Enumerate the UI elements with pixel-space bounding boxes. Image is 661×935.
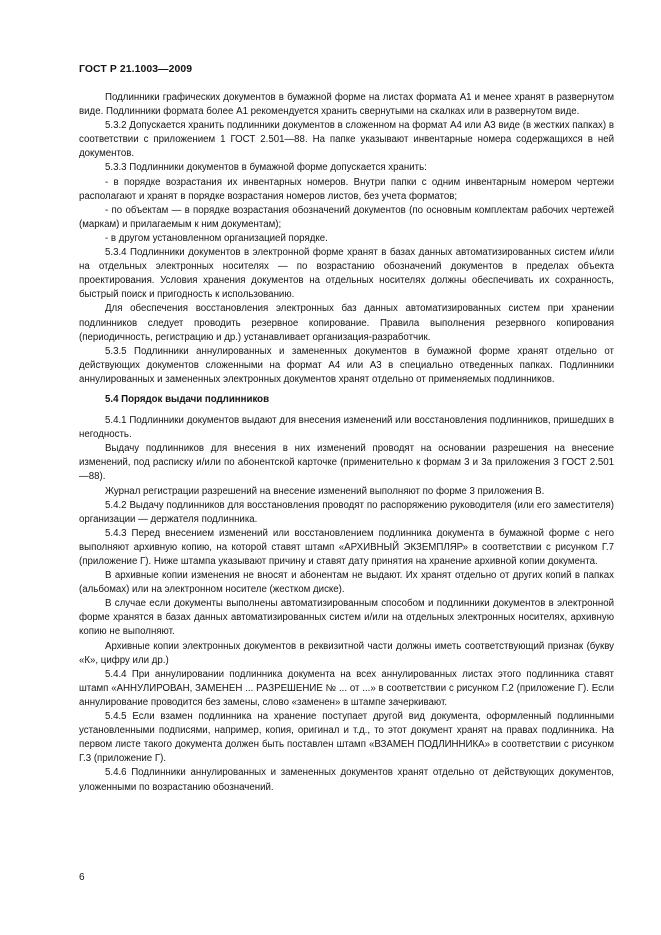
paragraph: Подлинники графических документов в бумажной форме на листах формата А1 и менее хранят в развернутом виде. Подлинники формата более А1 рекомендуется хранить свернутыми на скалках или в развернутом виде. [79,92,614,118]
paragraph: Архивные копии электронных документов в реквизитной части должны иметь соответствующий признак (букву «К», цифру или др.) [79,640,614,666]
paragraph: Для обеспечения восстановления электронных баз данных автоматизированных систем при хранении подлинников следует проводить резервное копирование. Правила выполнения резервного копирования (периодичность, регистрацию и др.) устанавливает организация-разработчик. [79,303,614,343]
paragraph: В случае если документы выполнены автоматизированным способом и подлинники документов в электронной форме хранятся в базах данных автоматизированных систем и/или на отдельных электронных носителях, архивную копию не выполняют. [79,598,614,638]
paragraph: 5.4.4 При аннулировании подлинника документа на всех аннулированных листах этого подлинника ставят штамп «АННУЛИРОВАН, ЗАМЕНЕН ... РАЗРЕШЕНИЕ № ... от ...» в соответствии с рисунком Г.2 (приложение Г). Если аннулирование проводится без замены, слово «заменен» в штампе зачеркивают. [79,668,614,708]
paragraph: Выдачу подлинников для внесения в них изменений проводят на основании разрешения на внесение изменений, под расписку и/или по абонентской карточке (применительно к формам 3 и 3а приложения 3 ГОСТ 2.501—88). [79,443,614,483]
paragraph: 5.4.6 Подлинники аннулированных и замененных документов хранят отдельно от действующих документов, уложенными по возрастанию обозначений. [79,767,614,793]
list-item: - в порядке возрастания их инвентарных номеров. Внутри папки с одним инвентарным номером чертежи располагают и хранят в порядке возрастания номеров листов, без учета форматов; [79,176,614,202]
paragraph: 5.4.3 Перед внесением изменений или восстановлением подлинника документа в бумажной форме с него выполняют архивную копию, на которой ставят штамп «АРХИВНЫЙ ЭКЗЕМПЛЯР» в соответствии с рисунком Г.7 (приложение Г). Ниже штампа указывают причину и ставят дату принятия на хранение архивной копии документа. [79,527,614,567]
paragraph: 5.3.3 Подлинники документов в бумажной форме допускается хранить: [105,162,427,174]
paragraph: 5.4.1 Подлинники документов выдают для внесения изменений или восстановления подлинников, пришедших в негодность. [79,415,614,441]
paragraph: 5.3.4 Подлинники документов в электронной форме хранят в базах данных автоматизированных систем и/или на отдельных электронных носителях — по возрастанию обозначений документов в пределах объекта проектирования. Условия хранения документов на отдельных носителях должны обеспечивать их сохранность, быстрый поиск и пригодность к использованию. [79,247,614,301]
paragraph: В архивные копии изменения не вносят и абонентам не выдают. Их хранят отдельно от других копий в папках (альбомах) или на электронном носителе (жестком диске). [79,570,614,596]
paragraph: 5.3.2 Допускается хранить подлинники документов в сложенном на формат А4 или А3 виде (в жестких папках) в соответствии с приложением 1 ГОСТ 2.501—88. На папке указывают инвентарные номера содержащихся в ней документов. [79,120,614,160]
document-body [79,91,614,795]
paragraph: Журнал регистрации разрешений на внесение изменений выполняют по форме 3 приложения В. [105,485,545,497]
page-number: 6 [79,872,85,883]
paragraph: 5.3.5 Подлинники аннулированных и замененных документов в бумажной форме хранят отдельно от действующих документов сложенными на формат А4 или А3 в специально отведенных папках. Подлинники аннулированных и замененных электронных документов хранят отдельно от применяемых подлинников. [79,345,614,385]
list-item: - по объектам — в порядке возрастания обозначений документов (по основным комплектам рабочих чертежей (маркам) и прилагаемым к ним документам); [79,204,614,230]
paragraph: 5.4.2 Выдачу подлинников для восстановления проводят по распоряжению руководителя (или его заместителя) организации — держателя подлинника. [79,499,614,525]
list-item: - в другом установленном организацией порядке. [105,232,328,244]
section-heading: 5.4 Порядок выдачи подлинников [105,393,270,405]
paragraph: 5.4.5 Если взамен подлинника на хранение поступает другой вид документа, оформленный подлинными установленными подписями, например, копия, оригинал и т.д., то этот документ хранят на правах подлинника. На первом листе такого документа должен быть поставлен штамп «ВЗАМЕН ПОДЛИННИКА» в соответствии с рисунком Г.3 (приложение Г). [79,711,614,765]
document-header: ГОСТ Р 21.1003—2009 [79,64,193,75]
